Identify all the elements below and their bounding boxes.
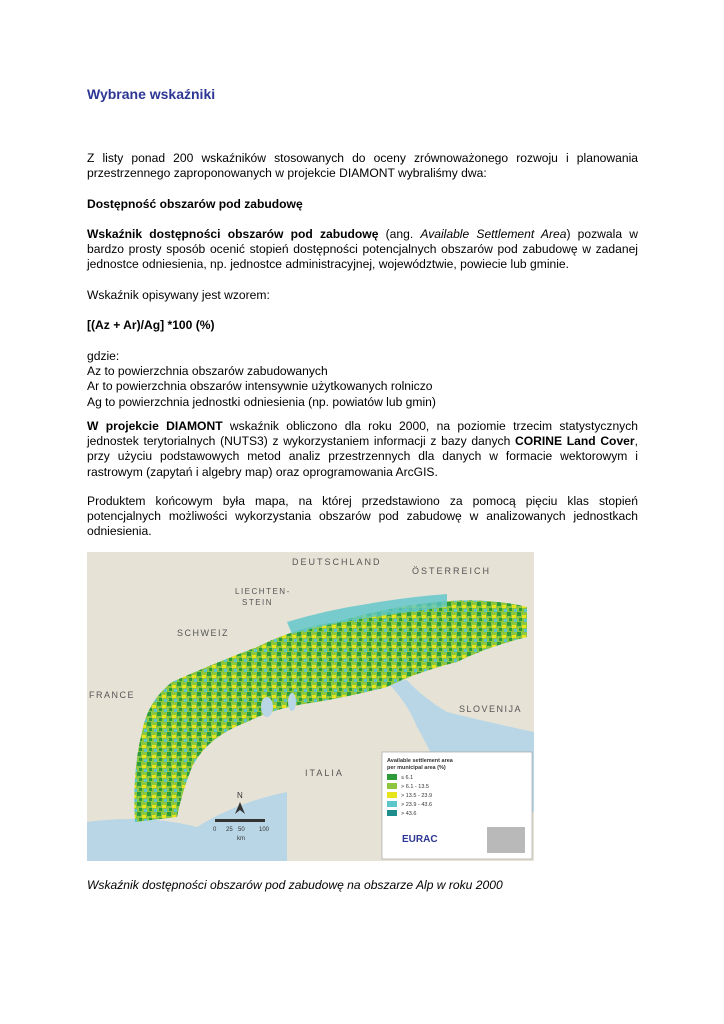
alps-settlement-map bbox=[87, 552, 534, 861]
legend-swatch bbox=[387, 774, 397, 780]
formula: [(Az + Ar)/Ag] *100 (%) bbox=[87, 318, 215, 332]
project-text-1: wskaźnik obliczono dla roku 2000, na poziomie trzecim statystycznych jednostek terytorialnych (NUTS3) z wykorzystaniem informacji z bazy danych bbox=[87, 419, 639, 449]
intro-paragraph: Z listy ponad 200 wskaźników stosowanych do oceny zrównoważonego rozwoju i planowania przestrzennego zaproponowanych w projekcie DIAMONT wybraliśmy dwa: bbox=[87, 151, 638, 181]
diamont-logo bbox=[487, 827, 525, 853]
legend-swatch bbox=[387, 792, 397, 798]
legend-swatch bbox=[387, 783, 397, 789]
lake bbox=[288, 693, 296, 711]
project-paragraph bbox=[87, 419, 638, 480]
variable-ag: Ag to powierzchnia jednostki odniesienia (np. powiatów lub gmin) bbox=[87, 394, 436, 409]
definition-paragraph bbox=[87, 227, 638, 273]
variables-list bbox=[87, 349, 638, 410]
where-label: gdzie: bbox=[87, 349, 120, 363]
definition-term: Wskaźnik dostępności obszarów pod zabudowę bbox=[87, 227, 379, 241]
corine-name: CORINE Land Cover bbox=[515, 434, 635, 449]
legend-swatch bbox=[387, 801, 397, 807]
label-liechtenstein-1: LIECHTEN- bbox=[235, 587, 291, 596]
legend-label: > 13.5 - 23.9 bbox=[401, 793, 433, 799]
label-france: FRANCE bbox=[89, 690, 136, 700]
legend-label: > 43.6 bbox=[401, 811, 417, 817]
scale-tick: 100 bbox=[259, 827, 270, 833]
scale-bar bbox=[215, 819, 265, 822]
definition-rest: ) pozwala w bardzo prosty sposób ocenić stopień dostępności potencjalnych obszarów pod zabudowę w zadanej jednostce odniesienia, np. jednostce administracyjnej, województwie, powiecie lub gminie. bbox=[87, 227, 638, 272]
scale-unit: km bbox=[237, 836, 245, 842]
project-lead: W projekcie DIAMONT bbox=[87, 419, 223, 433]
legend-title-1: Available settlement area bbox=[387, 758, 453, 764]
legend-label: ≤ 6.1 bbox=[401, 775, 414, 781]
page-heading: Wybrane wskaźniki bbox=[87, 86, 216, 102]
eurac-logo: EURAC bbox=[402, 834, 438, 845]
definition-english-term: Available Settlement Area bbox=[420, 227, 567, 241]
north-label: N bbox=[237, 791, 243, 800]
legend-label: > 6.1 - 13.5 bbox=[401, 784, 429, 790]
section-title: Dostępność obszarów pod zabudowę bbox=[87, 197, 303, 211]
scale-tick: 25 bbox=[226, 827, 233, 833]
label-liechtenstein-2: STEIN bbox=[242, 598, 274, 607]
label-schweiz: SCHWEIZ bbox=[177, 628, 229, 638]
formula-intro: Wskaźnik opisywany jest wzorem: bbox=[87, 288, 270, 302]
scale-tick: 50 bbox=[238, 827, 245, 833]
label-osterreich: ÖSTERREICH bbox=[412, 566, 492, 576]
legend-title-2: per municipal area (%) bbox=[387, 765, 446, 771]
variable-ar: Ar to powierzchnia obszarów intensywnie użytkowanych rolniczo bbox=[87, 379, 433, 394]
lake bbox=[261, 697, 273, 717]
label-italia: ITALIA bbox=[305, 768, 344, 778]
legend-label: > 23.9 - 43.6 bbox=[401, 802, 433, 808]
definition-pre: (ang. bbox=[378, 227, 421, 241]
variable-az: Az to powierzchnia obszarów zabudowanych bbox=[87, 364, 328, 379]
project-text-2: , przy użyciu podstawowych metod analiz przestrzennych dla danych w formacie wektorowym i rastrowym (zapytań i algebry map) oraz oprogramowania ArcGIS. bbox=[87, 434, 638, 479]
label-deutschland: DEUTSCHLAND bbox=[292, 557, 382, 567]
legend-swatch bbox=[387, 810, 397, 816]
map-graphic bbox=[87, 552, 534, 861]
scale-tick: 0 bbox=[213, 827, 217, 833]
label-slovenija: SLOVENIJA bbox=[459, 704, 523, 714]
map-caption: Wskaźnik dostępności obszarów pod zabudowę na obszarze Alp w roku 2000 bbox=[87, 878, 503, 892]
product-paragraph: Produktem końcowym była mapa, na której przedstawiono za pomocą pięciu klas stopień potencjalnych możliwości wykorzystania obszarów pod zabudowę w analizowanych jednostkach odniesienia. bbox=[87, 494, 638, 539]
